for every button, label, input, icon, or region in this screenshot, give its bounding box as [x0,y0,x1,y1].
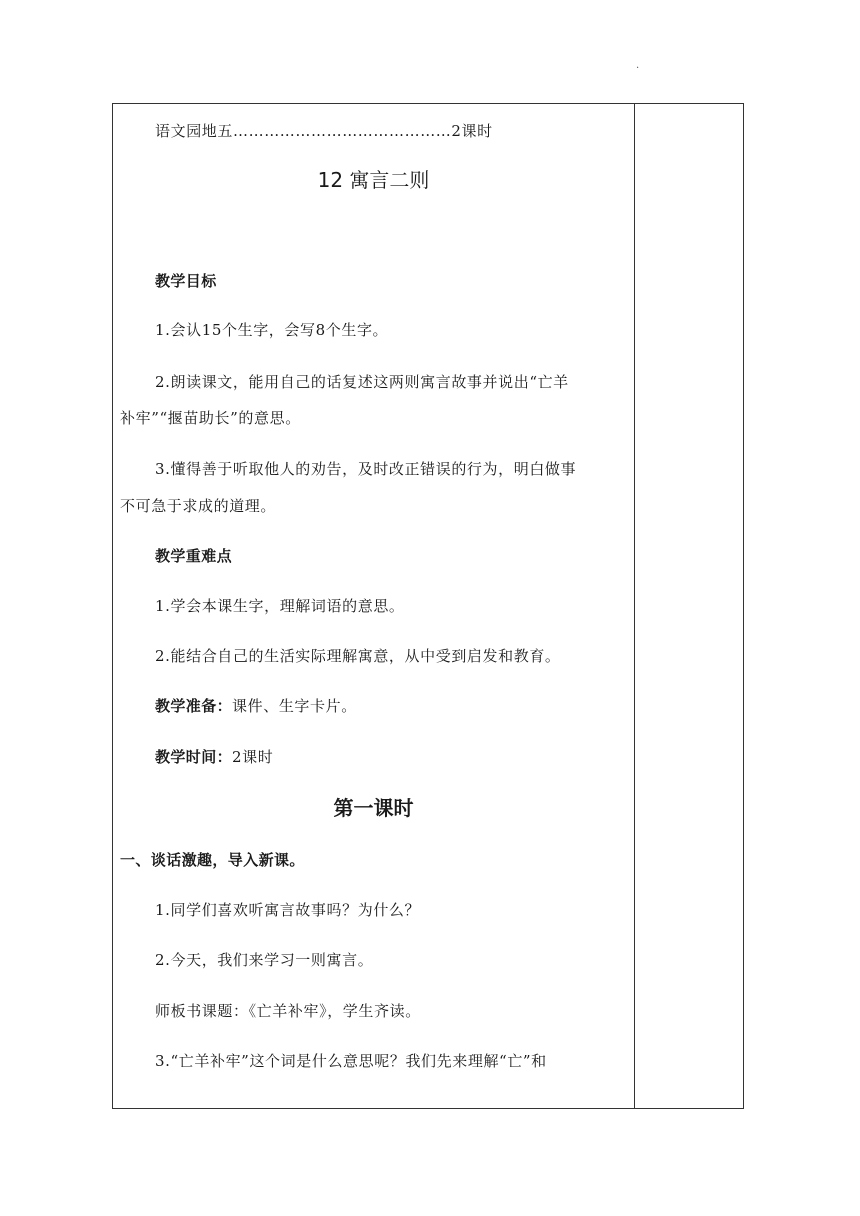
time-label: 教学时间： [155,748,233,766]
lesson-title: 12 寓言二则 [317,168,430,192]
content-cell [113,104,634,1108]
toc-line: 语文园地五……………………………………2课时 [155,122,493,140]
period-title: 第一课时 [333,796,414,820]
key-point-2: 2.能结合自己的生活实际理解寓意，从中受到启发和教育。 [155,647,561,665]
key-points-heading: 教学重难点 [155,547,233,565]
lesson-plan-table [112,103,744,1109]
column-divider [634,104,635,1108]
page-marker: . [636,60,640,71]
objective-1: 1.会认15个生字，会写8个生字。 [155,321,389,339]
preparation-line [155,695,357,716]
time-line [155,746,273,767]
section-1-heading: 一、谈话激趣，导入新课。 [120,851,305,869]
section-1-board: 师板书课题：《亡羊补牢》，学生齐读。 [155,1002,421,1020]
objective-2-line-1: 2.朗读课文，能用自己的话复述这两则寓言故事并说出“亡羊 [155,373,569,391]
key-point-1: 1.学会本课生字，理解词语的意思。 [155,597,405,615]
objective-3-line-1: 3.懂得善于听取他人的劝告，及时改正错误的行为，明白做事 [155,460,577,478]
section-1-item-3: 3.“亡羊补牢”这个词是什么意思呢？我们先来理解“亡”和 [155,1052,547,1070]
objective-3-line-2: 不可急于求成的道理。 [120,497,277,515]
preparation-label: 教学准备： [155,697,233,715]
objectives-heading: 教学目标 [155,272,217,290]
time-value: 2课时 [232,748,274,766]
section-1-item-1: 1.同学们喜欢听寓言故事吗？为什么？ [155,901,421,919]
objective-2-line-2: 补牢”“揠苗助长”的意思。 [120,409,301,427]
section-1-item-2: 2.今天，我们来学习一则寓言。 [155,951,374,969]
preparation-value: 课件、生字卡片。 [232,697,357,715]
